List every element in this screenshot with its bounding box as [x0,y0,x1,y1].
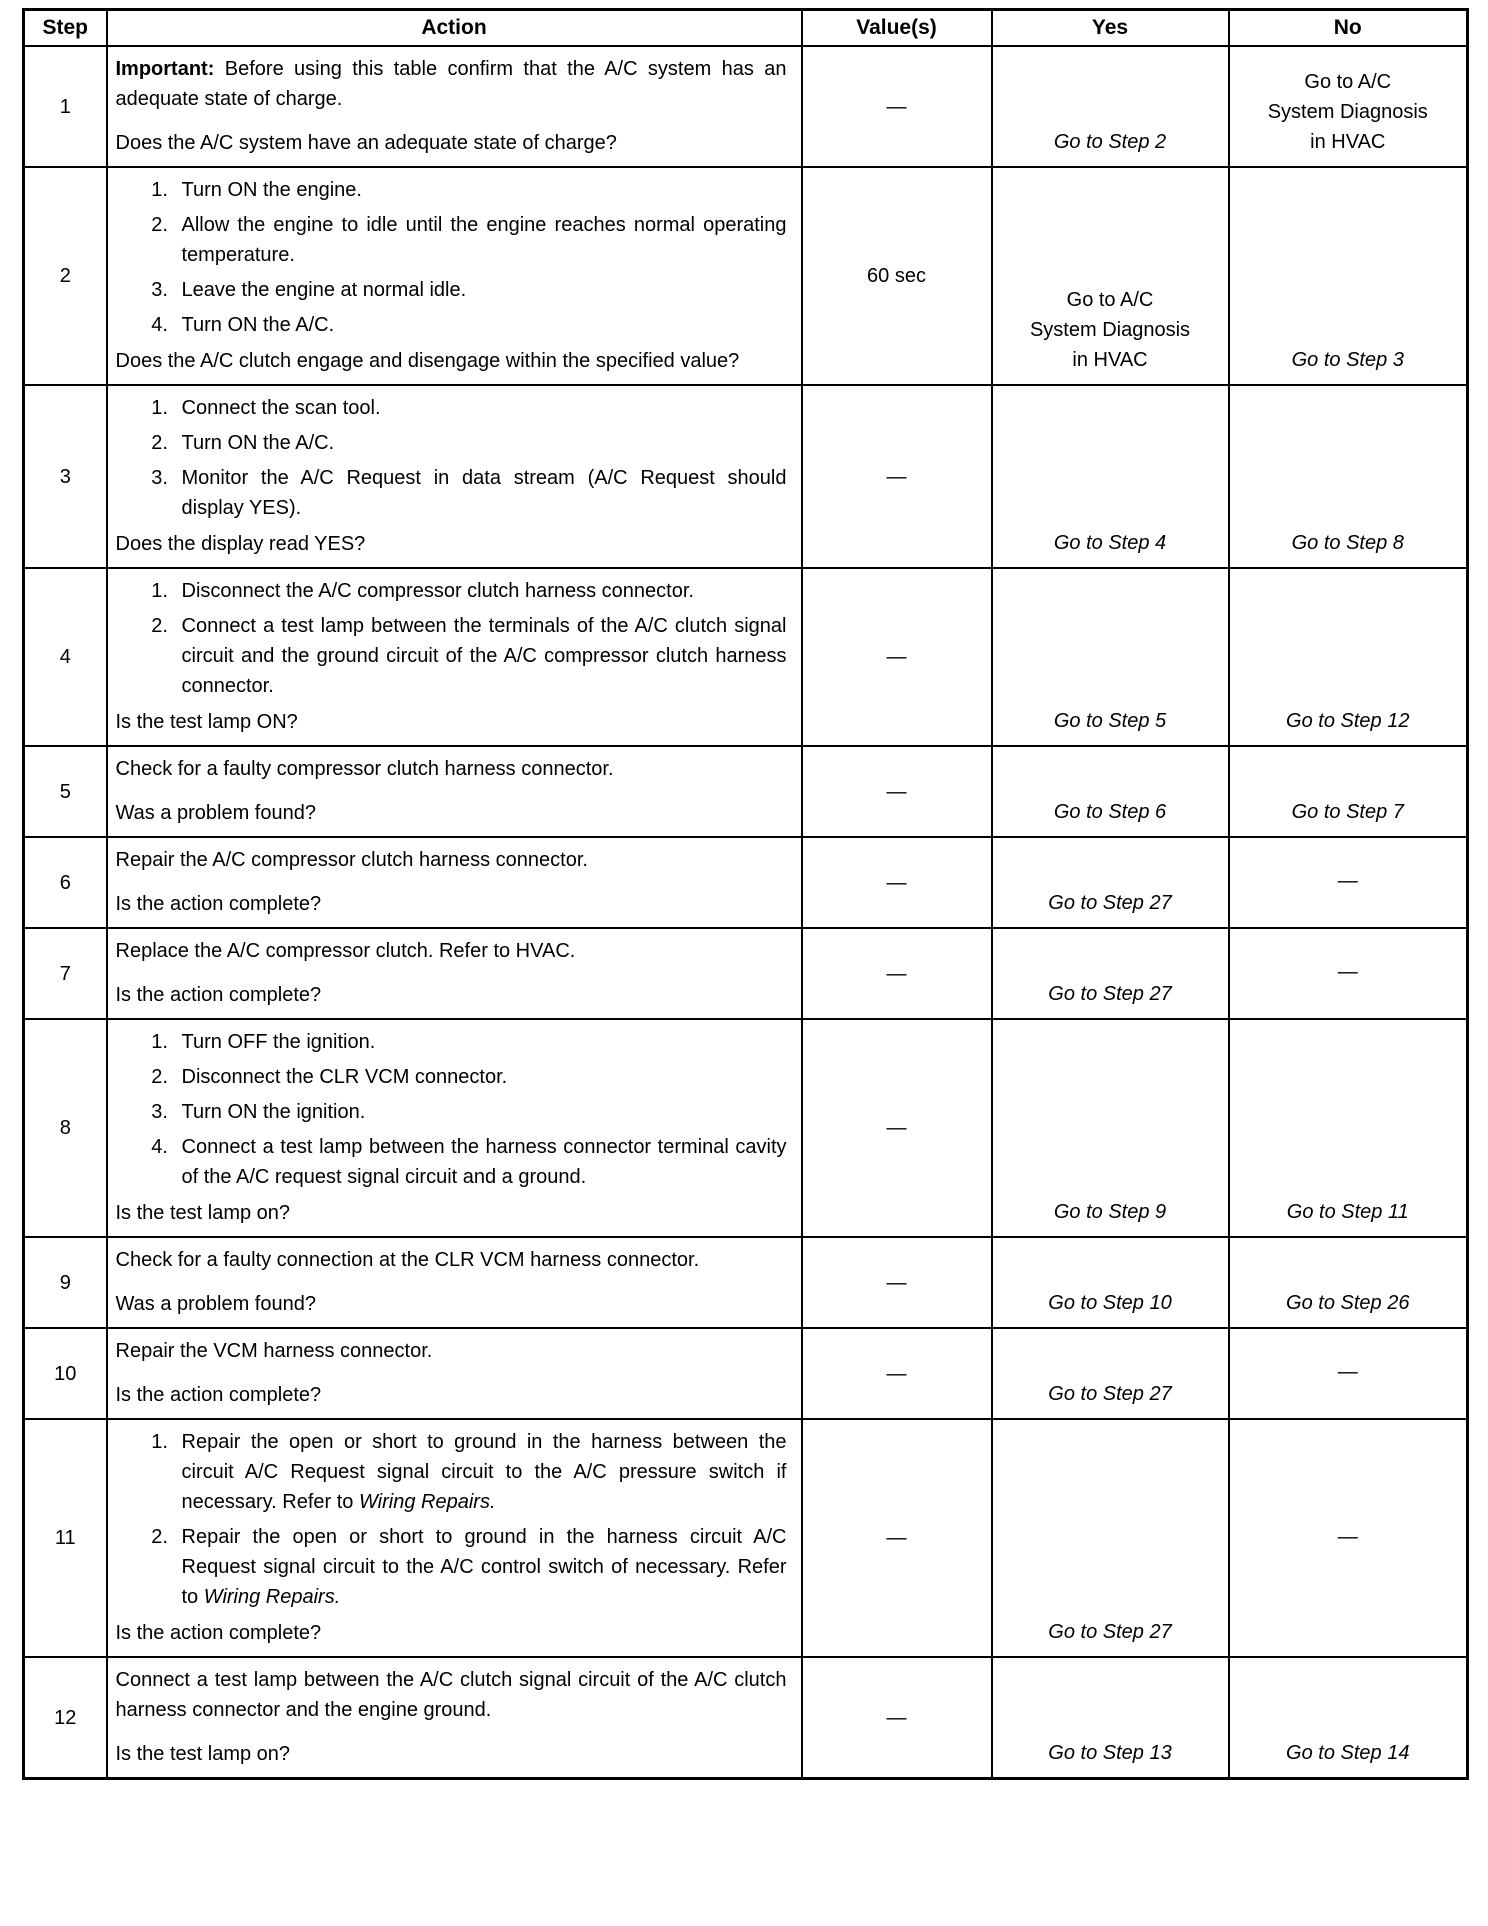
no-cell [1229,1657,1468,1779]
action-step-item: 3. Monitor the A/C Request in data stream (A/C Request should display YES). [174,463,787,523]
step-cell: 4 [24,568,107,746]
no-cell [1229,928,1468,1019]
yes-cell [992,568,1229,746]
value-cell: 60 sec [802,167,992,385]
no-cell [1229,1328,1468,1419]
action-step-item: 2. Allow the engine to idle until the engine reaches normal operating temperature. [174,210,787,270]
column-header-step: Step [24,10,107,47]
goto-text: Go to Step 12 [1286,710,1410,732]
no-cell [1229,746,1468,837]
goto-text: Go to Step 27 [1048,1383,1172,1405]
step-cell: 12 [24,1657,107,1779]
dash-text: — [1337,1525,1358,1548]
action-question: Does the display read YES? [115,533,366,555]
step-cell: 11 [24,1419,107,1657]
step-cell: 2 [24,167,107,385]
step-cell: 7 [24,928,107,1019]
action-step-list [116,393,787,523]
action-step-item: 4. Connect a test lamp between the harness connector terminal cavity of the A/C request signal circuit and a ground. [174,1132,787,1192]
important-note [116,54,787,114]
action-step-item: 3. Leave the engine at normal idle. [174,275,787,305]
yes-cell [992,46,1229,167]
action-step-list [116,175,787,340]
goto-text: Go to Step 26 [1286,1292,1410,1314]
table-row [24,1019,1468,1237]
dash-text: — [1337,961,1358,983]
step-cell: 5 [24,746,107,837]
action-statement: Repair the A/C compressor clutch harness connector. [115,849,588,871]
value-cell: — [802,1657,992,1779]
action-step-list [116,1427,787,1612]
action-cell [107,46,802,167]
yes-cell [992,385,1229,568]
table-row [24,928,1468,1019]
table-row [24,1657,1468,1779]
goto-text: Go to Step 5 [1053,710,1167,732]
action-step-item: 2. Repair the open or short to ground in the harness circuit A/C Request signal circuit to the A/C control switch of necessary. Refer to Wiring Repairs. [174,1522,787,1612]
yes-cell [992,746,1229,837]
yes-cell [992,928,1229,1019]
action-step-list [116,576,787,701]
no-cell [1229,385,1468,568]
no-cell [1229,46,1468,167]
no-cell [1229,167,1468,385]
important-text: Before using this table confirm that the A/C system has an adequate state of charge. [115,58,787,110]
action-cell [107,385,802,568]
goto-text: Go to Step 9 [1053,1201,1167,1223]
goto-text: Go to Step 8 [1291,532,1404,554]
table-row [24,1419,1468,1657]
action-cell [107,928,802,1019]
action-step-item: 3. Turn ON the ignition. [174,1097,787,1127]
action-statement: Connect a test lamp between the A/C clutch signal circuit of the A/C clutch harness connector and the engine ground. [115,1669,787,1721]
goto-text: Go to Step 11 [1286,1201,1409,1223]
action-question: Is the action complete? [115,984,322,1006]
dash-text: — [1337,1361,1358,1383]
value-cell: — [802,928,992,1019]
value-cell: — [802,837,992,928]
action-step-item: 1. Repair the open or short to ground in the harness between the circuit A/C Request signal circuit to the A/C pressure switch if necessary. Refer to Wiring Repairs. [174,1427,787,1517]
action-statement: Replace the A/C compressor clutch. Refer to HVAC. [115,940,576,962]
goto-text: Go to Step 2 [1053,131,1167,153]
header-row [24,10,1468,47]
action-question: Is the action complete? [115,893,322,915]
action-question: Is the action complete? [115,1384,322,1406]
goto-text: Go to Step 27 [1048,892,1172,914]
goto-text: Go to Step 14 [1286,1742,1410,1764]
action-step-item: 1. Turn ON the engine. [174,175,787,205]
action-question: Was a problem found? [115,1293,316,1315]
value-cell: — [802,385,992,568]
column-header-no: No [1229,10,1468,47]
column-header-yes: Yes [992,10,1229,47]
action-question: Does the A/C system have an adequate state of charge? [115,132,617,154]
goto-text: Go to Step 7 [1291,801,1404,823]
action-statement: Check for a faulty compressor clutch harness connector. [115,758,614,780]
column-header-values: Value(s) [802,10,992,47]
goto-text: Go to Step 4 [1053,532,1167,554]
action-cell [107,1657,802,1779]
goto-text: Go to Step 3 [1291,349,1404,371]
action-cell [107,746,802,837]
value-cell: — [802,46,992,167]
table-row [24,1328,1468,1419]
table-row [24,167,1468,385]
action-cell [107,568,802,746]
important-label: Important: [115,58,215,80]
action-step-item: 4. Turn ON the A/C. [174,310,787,340]
goto-text: Go to A/C System Diagnosis in HVAC [1029,289,1191,371]
goto-text: Go to Step 27 [1048,983,1172,1005]
step-cell: 8 [24,1019,107,1237]
action-statement: Repair the VCM harness connector. [115,1340,433,1362]
no-cell [1229,1419,1468,1657]
yes-cell [992,837,1229,928]
dash-text: — [1337,870,1358,892]
action-question: Is the test lamp ON? [115,711,298,733]
action-cell [107,1019,802,1237]
value-cell: — [802,1328,992,1419]
wiring-repairs-reference: Wiring Repairs. [358,1491,496,1513]
yes-cell [992,1237,1229,1328]
value-cell: — [802,1237,992,1328]
yes-cell [992,1419,1229,1657]
action-step-item: 2. Turn ON the A/C. [174,428,787,458]
no-cell [1229,1019,1468,1237]
yes-cell [992,1328,1229,1419]
step-cell: 6 [24,837,107,928]
value-cell: — [802,746,992,837]
action-cell [107,1419,802,1657]
yes-cell [992,1019,1229,1237]
action-step-item: 1. Connect the scan tool. [174,393,787,423]
step-cell: 9 [24,1237,107,1328]
action-cell [107,167,802,385]
step-cell: 3 [24,385,107,568]
table-row [24,837,1468,928]
action-cell [107,1237,802,1328]
table-row [24,568,1468,746]
table-row [24,746,1468,837]
step-cell: 10 [24,1328,107,1419]
no-cell [1229,837,1468,928]
action-cell [107,1328,802,1419]
action-cell [107,837,802,928]
value-cell: — [802,568,992,746]
goto-text: Go to Step 13 [1048,1742,1172,1764]
action-question: Is the action complete? [115,1622,322,1644]
action-question: Was a problem found? [115,802,316,824]
column-header-action: Action [107,10,802,47]
goto-text: Go to Step 10 [1048,1292,1172,1314]
action-step-item: 1. Disconnect the A/C compressor clutch harness connector. [174,576,787,606]
table-row [24,1237,1468,1328]
goto-text: Go to Step 6 [1053,801,1167,823]
action-step-item: 2. Connect a test lamp between the terminals of the A/C clutch signal circuit and the ground circuit of the A/C compressor clutch harness connector. [174,611,787,701]
no-cell [1229,568,1468,746]
table-row [24,385,1468,568]
action-step-item: 1. Turn OFF the ignition. [174,1027,787,1057]
value-cell: — [802,1019,992,1237]
wiring-repairs-reference: Wiring Repairs. [203,1586,341,1608]
yes-cell [992,167,1229,385]
diagnostic-table [22,8,1469,1780]
no-cell [1229,1237,1468,1328]
action-question: Does the A/C clutch engage and disengage within the specified value? [115,350,740,372]
yes-cell [992,1657,1229,1779]
action-question: Is the test lamp on? [115,1202,291,1224]
action-statement: Check for a faulty connection at the CLR VCM harness connector. [115,1249,700,1271]
action-step-list [116,1027,787,1192]
value-cell: — [802,1419,992,1657]
goto-text: Go to A/C System Diagnosis in HVAC [1267,71,1428,153]
table-row [24,46,1468,167]
action-step-item: 2. Disconnect the CLR VCM connector. [174,1062,787,1092]
goto-text: Go to Step 27 [1048,1621,1172,1643]
action-question: Is the test lamp on? [115,1743,291,1765]
step-cell: 1 [24,46,107,167]
